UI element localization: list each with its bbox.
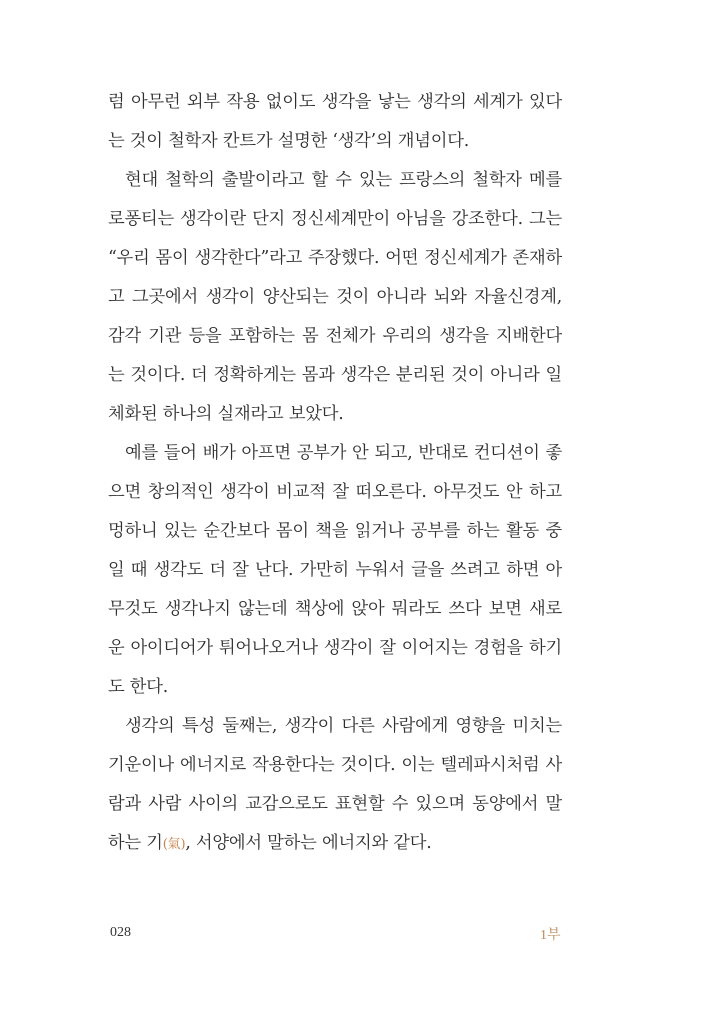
text-line-paragraph-start: 생각의 특성 둘째는, 생각이 다른 사람에게 영향을 미치는 [125,716,562,736]
text-line: 고 그곳에서 생각이 양산되는 것이 아니라 뇌와 자율신경계, [108,287,562,307]
text-line: 로퐁티는 생각이란 단지 정신세계만이 아님을 강조한다. 그는 [108,209,562,229]
text-line: 무것도 생각나지 않는데 책상에 앉아 뭐라도 쓰다 보면 새로 [108,599,562,619]
final-line-after: , 서양에서 말하는 에너지와 같다. [185,833,432,853]
text-line: 일 때 생각도 더 잘 난다. 가만히 누워서 글을 쓰려고 하면 아 [108,560,562,580]
text-line: 람과 사람 사이의 교감으로도 표현할 수 있으며 동양에서 말 [108,794,562,814]
text-line: 럼 아무런 외부 작용 없이도 생각을 낳는 생각의 세계가 있다 [108,92,562,112]
text-line: 체화된 하나의 실재라고 보았다. [108,404,344,424]
text-line: 감각 기관 등을 포함하는 몸 전체가 우리의 생각을 지배한다 [108,326,562,346]
text-line: 멍하니 있는 순간보다 몸이 책을 읽거나 공부를 하는 활동 중 [108,521,562,541]
page-body-text [108,83,562,863]
section-label: 1부 [540,928,561,943]
text-line: 도 한다. [108,677,169,697]
text-line: “우리 몸이 생각한다”라고 주장했다. 어떤 정신세계가 존재하 [108,248,562,268]
text-line: 으면 창의적인 생각이 비교적 잘 떠오른다. 아무것도 안 하고 [108,482,562,502]
text-line: 운 아이디어가 튀어나오거나 생각이 잘 이어지는 경험을 하기 [108,638,562,658]
text-line-final [108,824,562,863]
page-number: 028 [110,925,131,940]
text-line-paragraph-start: 예를 들어 배가 아프면 공부가 안 되고, 반대로 컨디션이 좋 [125,443,562,463]
text-line: 는 것이다. 더 정확하게는 몸과 생각은 분리된 것이 아니라 일 [108,365,562,385]
text-line-paragraph-start: 현대 철학의 출발이라고 할 수 있는 프랑스의 철학자 메를 [125,170,562,190]
text-line: 기운이나 에너지로 작용한다는 것이다. 이는 텔레파시처럼 사 [108,755,562,775]
text-line: 는 것이 철학자 칸트가 설명한 ‘생각’의 개념이다. [108,131,470,151]
final-line-before: 하는 기 [108,833,163,853]
hanja-annotation: (氣) [162,837,186,852]
